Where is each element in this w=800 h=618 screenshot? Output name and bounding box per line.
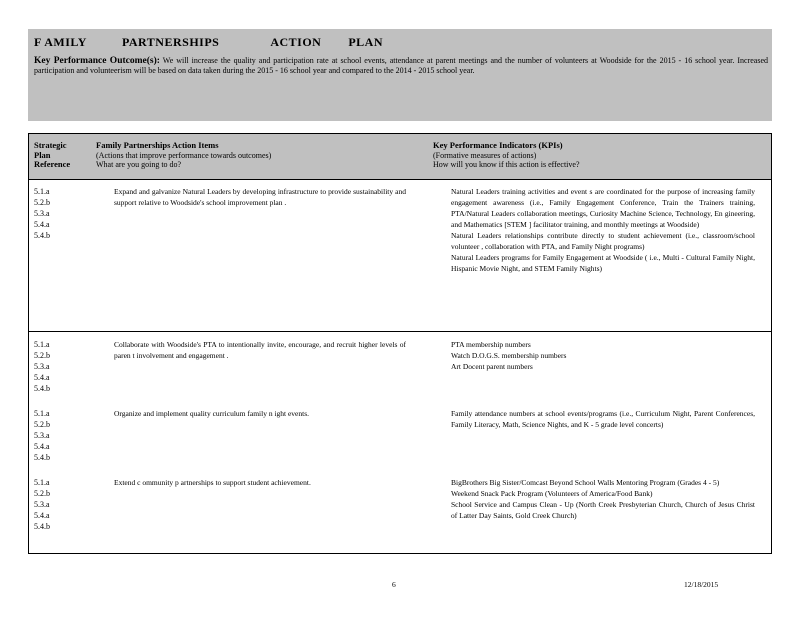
reference-code: 5.2.b xyxy=(34,489,50,498)
kpi-list xyxy=(433,339,755,372)
header-action-title: Family Partnerships Action Items xyxy=(96,140,219,150)
header-action-items xyxy=(96,141,426,170)
header-ref-line: Plan xyxy=(34,149,51,160)
header-reference xyxy=(34,141,89,170)
reference-code: 5.3.a xyxy=(34,431,50,440)
kpi-text: Family attendance numbers at school events/programs (i.e., Curriculum Night, Parent Conferences, Family Literacy, Math, Science Nights, and K - 5 grade level concerts) xyxy=(451,409,755,429)
header-ref-line: Reference xyxy=(34,159,71,169)
reference-code: 5.4.b xyxy=(34,231,50,240)
action-text: Organize and implement quality curriculum family n ight events. xyxy=(114,409,310,418)
action-item xyxy=(96,408,406,419)
table-row xyxy=(29,471,771,553)
kpi-item xyxy=(433,477,755,488)
title-part: F AMILY xyxy=(34,35,87,49)
kpo-label: Key Performance Outcome(s): xyxy=(34,56,160,66)
kpi-item xyxy=(433,252,755,274)
reference-code: 5.4.b xyxy=(34,384,50,393)
title-part: PLAN xyxy=(348,35,384,49)
kpi-item xyxy=(433,488,755,499)
reference-code: 5.2.b xyxy=(34,351,50,360)
reference-list xyxy=(34,408,84,463)
kpi-text: School Service and Campus Clean - Up (North Creek Presbyterian Church, Church of Jesus Christ of Latter Day Saints, Gold Creek Church) xyxy=(451,500,755,520)
reference-code: 5.4.b xyxy=(34,453,50,462)
title-part: PARTNERSHIPS xyxy=(121,35,220,49)
action-item xyxy=(96,477,406,488)
reference-code: 5.4.a xyxy=(34,373,50,382)
kpi-item xyxy=(433,186,755,230)
reference-code: 5.3.a xyxy=(34,362,50,371)
kpi-text: BigBrothers Big Sister/Comcast Beyond School Walls Mentoring Program (Grades 4 - 5) xyxy=(451,478,720,487)
kpi-item xyxy=(433,361,755,372)
page-title xyxy=(34,35,383,50)
header-kpi-sub: (Formative measures of actions) xyxy=(433,150,537,160)
page-number: 6 xyxy=(392,580,396,589)
reference-list xyxy=(34,339,84,394)
action-text: Extend c ommunity p artnerships to support student achievement. xyxy=(114,478,311,487)
header-kpi-sub: How will you know if this action is effective? xyxy=(433,160,580,169)
action-item xyxy=(96,186,406,208)
reference-code: 5.4.a xyxy=(34,442,50,451)
header-kpis xyxy=(433,141,765,170)
reference-code: 5.2.b xyxy=(34,198,50,207)
reference-code: 5.3.a xyxy=(34,209,50,218)
reference-code: 5.2.b xyxy=(34,420,50,429)
kpi-list xyxy=(433,186,755,274)
reference-list xyxy=(34,186,84,241)
footer-date: 12/18/2015 xyxy=(684,580,719,589)
kpi-text: Weekend Snack Pack Program (Volunteers of America/Food Bank) xyxy=(451,489,653,498)
kpi-text: Natural Leaders programs for Family Engagement at Woodside ( i.e., Multi - Cultural Family Night, Hispanic Movie Night, and STEM Family Nights) xyxy=(451,253,755,273)
kpi-text: Art Docent parent numbers xyxy=(451,362,533,371)
table-row xyxy=(29,181,771,332)
header-ref-line: Strategic xyxy=(34,140,67,150)
kpi-text: PTA membership numbers xyxy=(451,340,531,349)
kpi-text: Natural Leaders training activities and event s are coordinated for the purpose of increasing family engagement awareness (i.e., Family Engagement Conference, Train the Trainers training, PTA/Natural Leaders collaboration meetings, Curiosity Machine Science, Technology, En gineering, and Mathematics [STEM ] facilitator training, and monthly meetings at Woodside) xyxy=(451,187,755,229)
kpi-list xyxy=(433,477,755,521)
action-text: Collaborate with Woodside's PTA to intentionally invite, encourage, and recruit higher levels of paren t involvement and engagement . xyxy=(114,340,406,360)
kpi-item xyxy=(433,339,755,350)
kpi-text: Watch D.O.G.S. membership numbers xyxy=(451,351,567,360)
reference-list xyxy=(34,477,84,532)
table-row xyxy=(29,402,771,470)
reference-code: 5.4.a xyxy=(34,220,50,229)
table-row xyxy=(29,333,771,401)
title-part: ACTION xyxy=(270,35,322,49)
reference-code: 5.1.a xyxy=(34,187,50,196)
kpi-item xyxy=(433,230,755,252)
key-performance-outcome xyxy=(34,56,768,75)
reference-code: 5.4.a xyxy=(34,511,50,520)
kpi-item xyxy=(433,408,755,430)
table-header xyxy=(29,134,771,180)
reference-code: 5.4.b xyxy=(34,522,50,531)
kpi-item xyxy=(433,350,755,361)
kpo-text: We will increase the quality and participation rate at school events, attendance at parent meetings and the number of volunteers at Woodside for the 2015 - 16 school year. Increased participation and volunteerism will be based on data taken during the 2015 - 16 school year and compared to the 2014 - 2015 school year. xyxy=(34,56,768,75)
kpi-list xyxy=(433,408,755,430)
kpi-text: Natural Leaders relationships contribute directly to student achievement (i.e., classroom/school volunteer , collaboration with PTA, and Family Night programs) xyxy=(451,231,755,251)
header-action-sub: What are you going to do? xyxy=(96,160,182,169)
reference-code: 5.1.a xyxy=(34,409,50,418)
header-kpi-title: Key Performance Indicators (KPIs) xyxy=(433,140,563,150)
reference-code: 5.1.a xyxy=(34,478,50,487)
reference-code: 5.3.a xyxy=(34,500,50,509)
header-box xyxy=(28,29,772,121)
action-item xyxy=(96,339,406,361)
kpi-item xyxy=(433,499,755,521)
header-action-sub: (Actions that improve performance towards outcomes) xyxy=(96,150,272,160)
reference-code: 5.1.a xyxy=(34,340,50,349)
action-text: Expand and galvanize Natural Leaders by developing infrastructure to provide sustainability and support relative to Woodside's school improvement plan . xyxy=(114,187,406,207)
action-plan-table xyxy=(28,133,772,554)
